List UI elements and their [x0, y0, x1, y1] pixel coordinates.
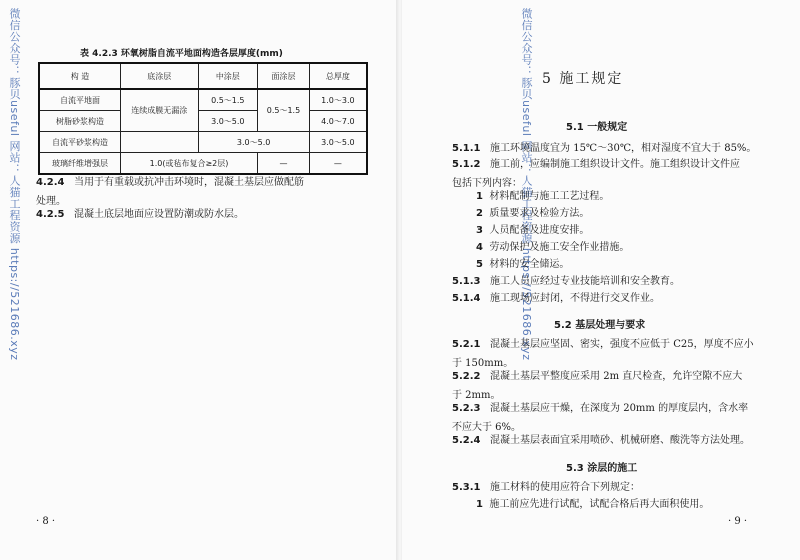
list-number: 5: [476, 259, 483, 270]
clause-number: 5.1.1: [452, 143, 481, 154]
list-item: [476, 258, 569, 272]
table-row: [39, 89, 367, 111]
paragraph-5-2-2: [452, 370, 742, 384]
section-title-5-1: 5.1 一般规定: [566, 122, 628, 133]
list-text: 材料的安全储运。: [489, 259, 570, 270]
list-text: 劳动保护及施工安全作业措施。: [489, 242, 630, 253]
paragraph-text: 施工现场应封闭，不得进行交叉作业。: [490, 293, 661, 304]
paragraph-4-2-4: [36, 176, 304, 190]
paragraph-text: 混凝土基层应干燥，在深度为 20mm 的厚度层内，含水率: [490, 403, 749, 414]
table-cell: 玻璃纤维增强层: [39, 153, 120, 175]
thickness-table: [38, 62, 368, 175]
paragraph-text: 混凝土基层平整度应采用 2m 直尺检查，允许空隙不应大: [490, 371, 743, 382]
section-title-5-2: 5.2 基层处理与要求: [554, 320, 646, 331]
paragraph-continuation: 于 2mm。: [452, 390, 501, 401]
paragraph-text: 混凝土基层应坚固、密实，强度不应低于 C25，厚度不应小: [490, 339, 754, 350]
list-number: 2: [476, 208, 483, 219]
watermark-left: 微信公众号：豚贝useful 网站：人猫工程资源 https://521686.xyz: [8, 8, 21, 361]
list-number: 1: [476, 499, 483, 510]
paragraph-5-1-1: [452, 142, 756, 156]
clause-number: 4.2.4: [36, 177, 65, 188]
table-cell: [120, 132, 198, 153]
paragraph-text: 混凝土底层地面应设置防潮或防水层。: [74, 209, 245, 220]
paragraph-continuation: 于 150mm。: [452, 358, 514, 369]
clause-number: 5.3.1: [452, 482, 481, 493]
list-number: 4: [476, 242, 483, 253]
paragraph-text: 施工人员应经过专业技能培训和安全教育。: [490, 276, 681, 287]
list-text: 人员配备及进度安排。: [489, 225, 590, 236]
page-number-left: · 8 ·: [36, 516, 56, 527]
paragraph-5-1-3: [452, 275, 680, 289]
table-cell: 3.0～5.0: [198, 111, 258, 132]
page-number-right: · 9 ·: [728, 516, 748, 527]
list-number: 3: [476, 225, 483, 236]
paragraph-5-1-4: [452, 292, 660, 306]
table-cell: 0.5～1.5: [198, 89, 258, 111]
table-cell: 连续成膜无漏涂: [120, 89, 198, 132]
section-title-5-3: 5.3 涂层的施工: [566, 463, 638, 474]
table-cell: 1.0(或毡布复合≥2层): [120, 153, 257, 175]
table-cell: 3.0～5.0: [309, 132, 367, 153]
paragraph-5-3-1: [452, 481, 640, 495]
clause-number: 5.1.2: [452, 159, 481, 170]
paragraph-text: 施工环境温度宜为 15℃～30℃，相对湿度不宜大于 85%。: [490, 143, 757, 154]
table-caption: 表 4.2.3 环氧树脂自流平地面构造各层厚度(mm): [80, 49, 283, 59]
table-cell: 自流平砂浆构造: [39, 132, 120, 153]
table-header-cell: 底涂层: [120, 63, 198, 89]
list-item: [476, 207, 589, 221]
paragraph-5-2-1: [452, 338, 754, 352]
list-text: 材料配制与施工工艺过程。: [489, 191, 610, 202]
list-item: [476, 190, 609, 204]
clause-number: 5.1.4: [452, 293, 481, 304]
chapter-title: 5 施工规定: [542, 71, 624, 87]
list-number: 1: [476, 191, 483, 202]
paragraph-continuation: 处理。: [36, 196, 66, 207]
table-cell: 3.0～5.0: [198, 132, 309, 153]
table-header-cell: 面涂层: [258, 63, 310, 89]
paragraph-5-1-2: [452, 158, 740, 172]
clause-number: 5.2.1: [452, 339, 481, 350]
paragraph-5-2-3: [452, 402, 748, 416]
clause-number: 4.2.5: [36, 209, 65, 220]
clause-number: 5.1.3: [452, 276, 481, 287]
paragraph-4-2-5: [36, 208, 244, 222]
table-header-cell: 总厚度: [309, 63, 367, 89]
table-cell: 1.0～3.0: [309, 89, 367, 111]
list-item: [476, 498, 709, 512]
table-header-cell: 构 造: [39, 63, 120, 89]
table-row: [39, 153, 367, 175]
paragraph-continuation: 不应大于 6%。: [452, 422, 522, 433]
table-cell: 0.5～1.5: [258, 89, 310, 132]
list-text: 质量要求及检验方法。: [489, 208, 590, 219]
list-text: 施工前应先进行试配，试配合格后再大面积使用。: [489, 499, 710, 510]
paragraph-text: 混凝土基层表面宜采用喷砂、机械研磨、酸洗等方法处理。: [490, 435, 751, 446]
table-cell: 自流平地面: [39, 89, 120, 111]
watermark-right: 微信公众号：豚贝useful 网站：人猫工程资源 https://521686.xyz: [520, 8, 533, 361]
paragraph-text: 当用于有重载或抗冲击环境时，混凝土基层应做配筋: [74, 177, 305, 188]
table-row: [39, 111, 367, 132]
list-item: [476, 241, 629, 255]
clause-number: 5.2.2: [452, 371, 481, 382]
paragraph-text: 施工前，应编制施工组织设计文件。施工组织设计文件应: [490, 159, 741, 170]
clause-number: 5.2.3: [452, 403, 481, 414]
table-row: [39, 132, 367, 153]
paragraph-5-2-4: [452, 434, 750, 448]
list-item: [476, 224, 589, 238]
clause-number: 5.2.4: [452, 435, 481, 446]
paragraph-text: 施工材料的使用应符合下列规定：: [490, 482, 641, 493]
table-cell: 4.0～7.0: [309, 111, 367, 132]
table-cell: —: [258, 153, 310, 175]
paragraph-continuation: 包括下列内容：: [452, 178, 522, 189]
table-header-row: [39, 63, 367, 89]
table-header-cell: 中涂层: [198, 63, 258, 89]
table-cell: —: [309, 153, 367, 175]
table-cell: 树脂砂浆构造: [39, 111, 120, 132]
